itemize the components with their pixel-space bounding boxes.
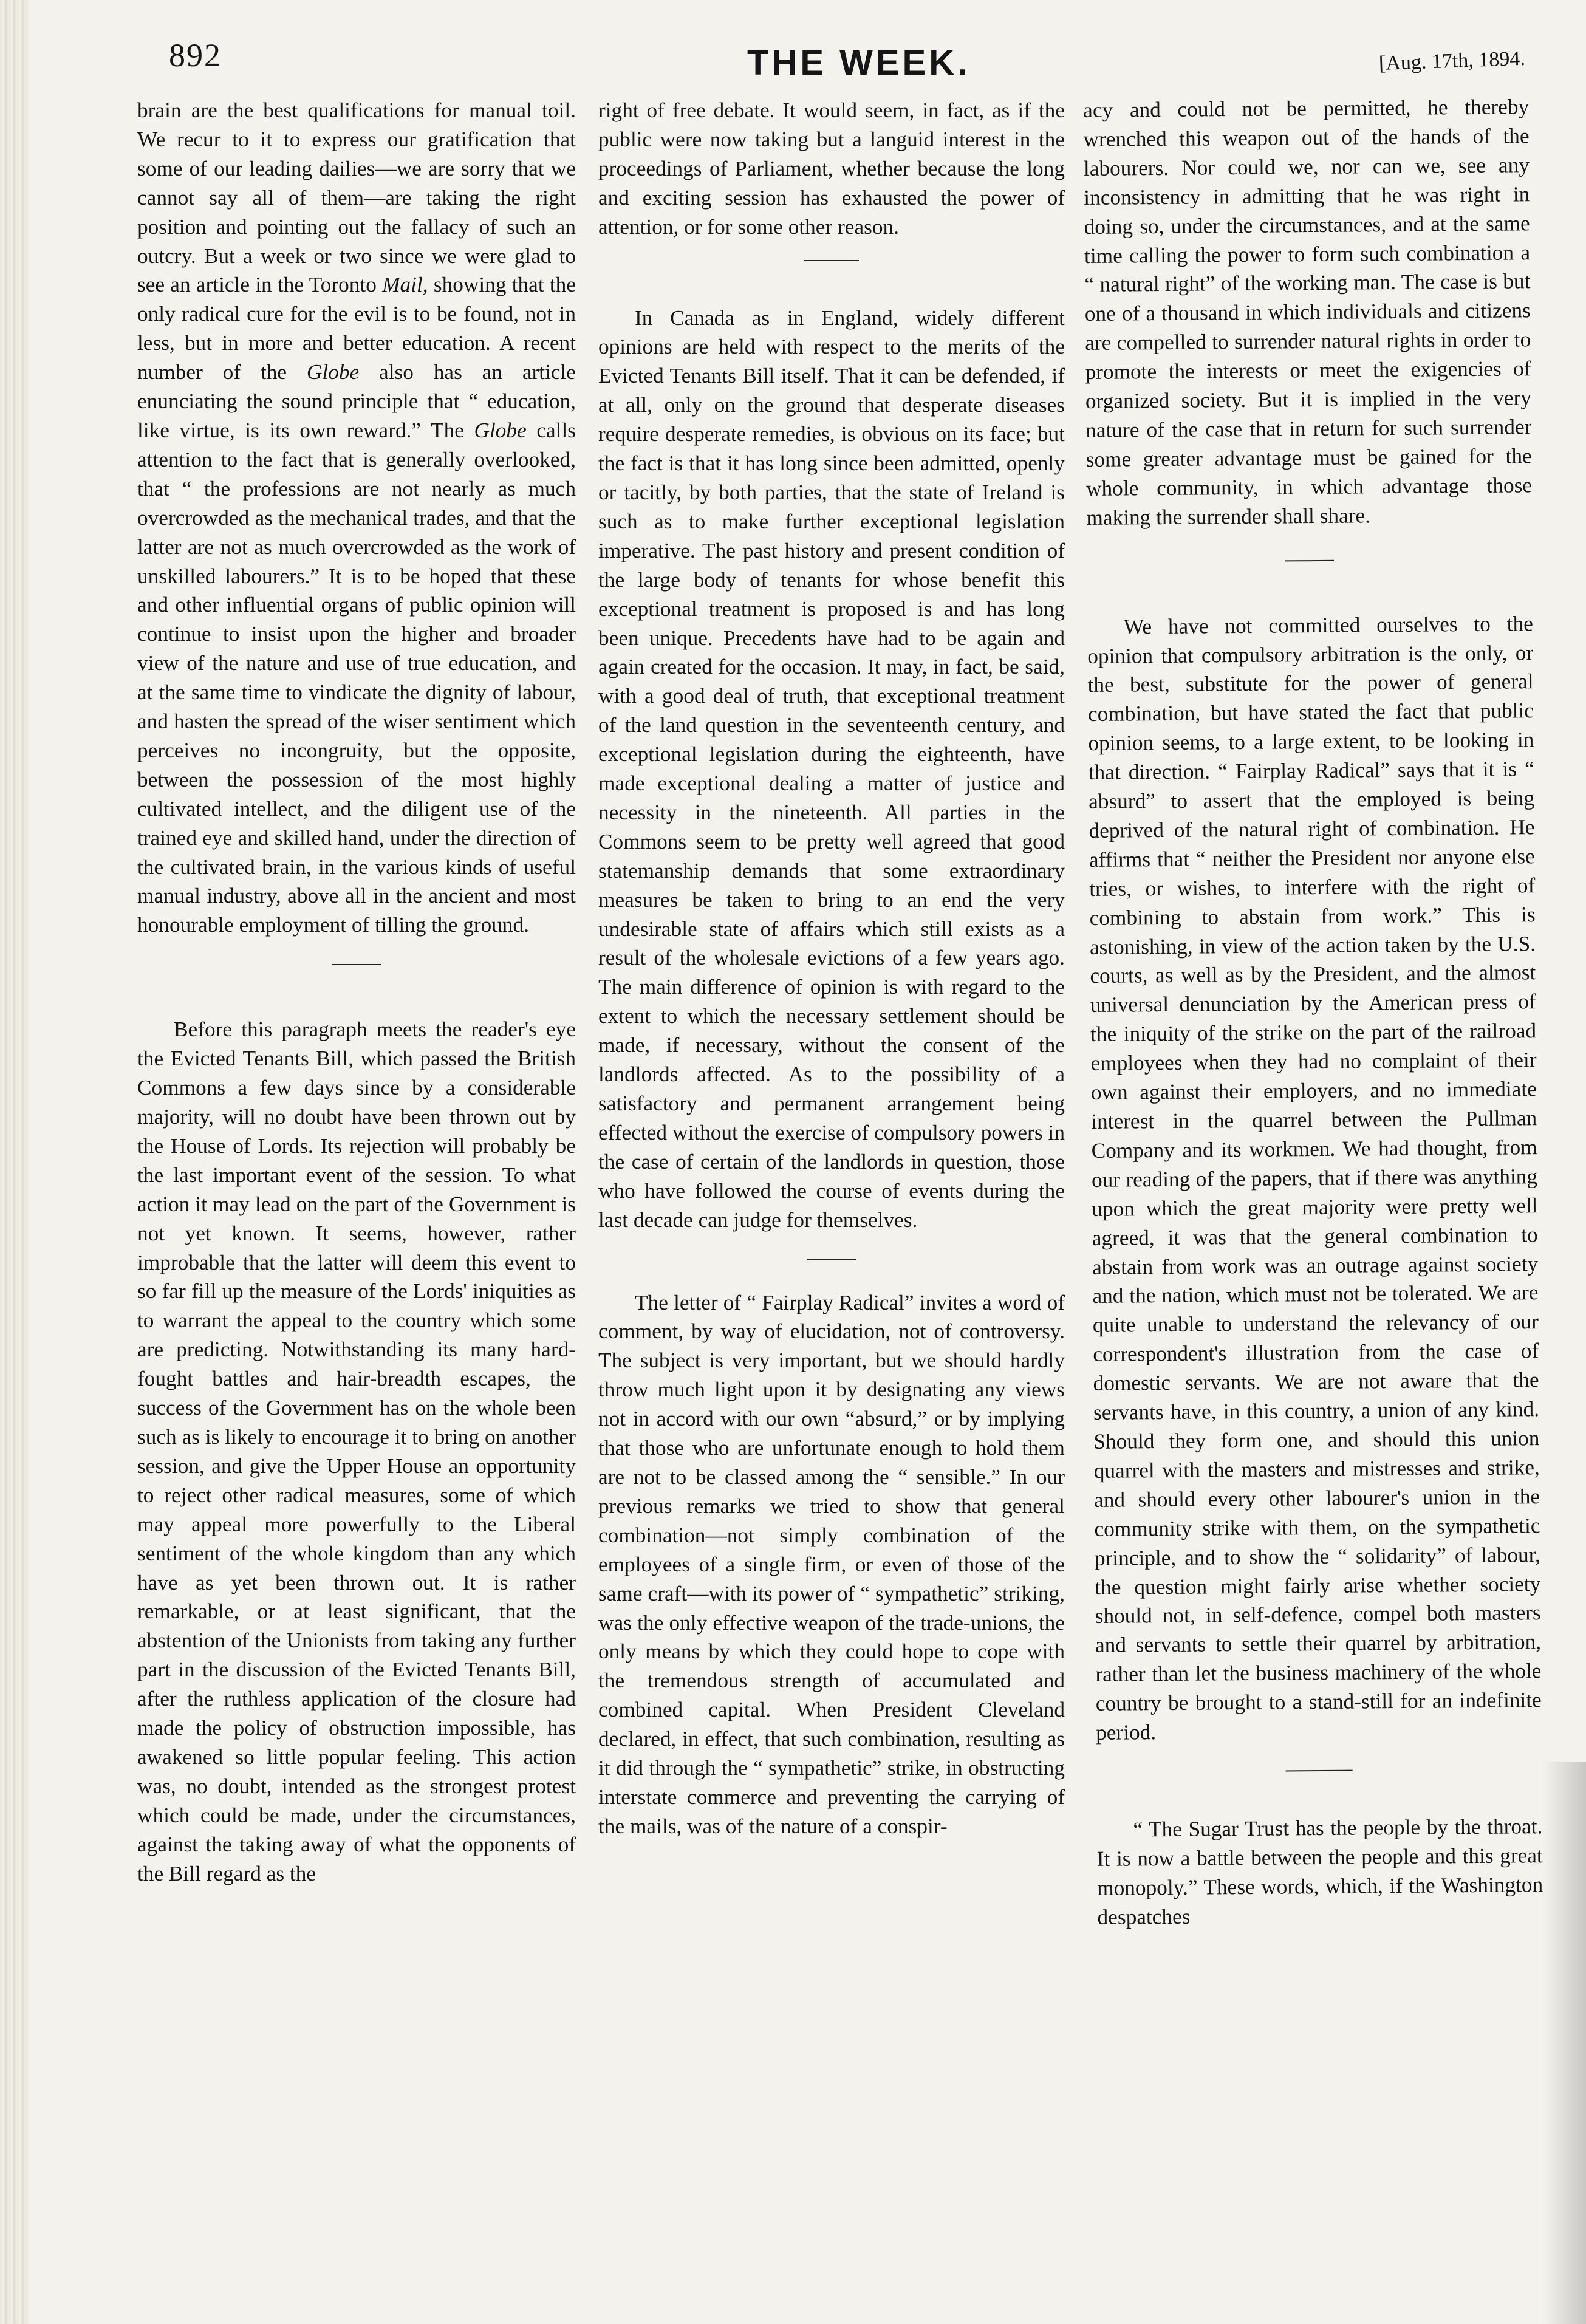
page-number: 892 <box>169 37 222 73</box>
journal-title: THE WEEK. <box>747 43 971 83</box>
section-divider <box>804 260 859 261</box>
paragraph-canada-opinions: In Canada as in England, widely different opinions are held with respect to the merits of the Evicted Tenants Bill itself. That it can be defended, if at all, only on the ground that desperate diseases require desperate remedies, is obvious on its face; but the fact is that it has long since been admitted, openly or tacitly, by both parties, that the state of Ireland is such as to make further exceptional legislation imperative. The past history and present condition of the large body of tenants for whose benefit this exceptional treatment is proposed is and has long been unique. Precedents have had to be again and again created for the occasion. It may, in fact, be said, with a good deal of truth, that exceptional treatment of the land question in the seventeenth century, and exceptional legislation during the eighteenth, have made exceptional dealing a matter of justice and necessity in the nineteenth. All parties in the Commons seem to be pretty well agreed that good statemanship demands that some extraordinary measures be taken to bring to an end the very undesirable state of affairs which still exists as a result of the wholesale evictions of a few years ago. The main difference of opinion is with regard to the extent to which the necessary settlement should be made, if necessary, without the consent of the landlords affected. As to the possibility of a satisfactory and permanent arrangement being effected without the exercise of compulsory powers in the case of certain of the landlords in question, those who have followed the course of events during the last decade can judge for themselves. <box>598 306 1065 1232</box>
column-2 <box>598 96 1065 2307</box>
binding-edge <box>0 0 29 2324</box>
column-3 <box>1083 92 1547 2307</box>
section-divider <box>1285 559 1334 561</box>
paragraph-fairplay-radical: The letter of “ Fairplay Radical” invites a word of comment, by way of elucidation, not of controversy. The subject is very important, but we should hardly throw much light upon it by designating any views not in accord with our own “absurd,” or by implying that those who are unfortunate enough to hold them are not to be classed among the “ sensible.” In our previous remarks we tried to show that general combination—not simply combination of the employees of a single firm, or even of those of the same craft—with its power of “ sympathetic” striking, was the only effective weapon of the trade-unions, the only means by which they could hope to cope with the tremendous strength of accumulated and combined capital. When President Cleveland declared, in effect, that such combination, resulting as it did through the “ sympathetic” strike, in obstructing interstate commerce and preventing the carrying of the mails, was of the nature of a conspir- <box>598 1290 1065 1838</box>
paragraph-conspiracy: acy and could not be permitted, he thereby wrenched this weapon out of the hands of the labourers. Nor could we, nor can we, see any inconsistency in admitting that he was right in doing so, under the circumstances, and at the same time calling the power to form such combination a “ natural right” of the working man. The case is but one of a thousand in which individuals and citizens are compelled to surrender natural rights in order to promote the interests or meet the exigencies of organized society. But it is implied in the very nature of the case that in return for such surrender some greater advantage must be gained for the whole community, in which advantage those making the surrender shall share. <box>1083 95 1533 530</box>
paragraph-compulsory-arbitration: We have not committed ourselves to the opinion that compulsory arbitration is the only, or the best, substitute for the power of general combination, but have stated the fact that public opinion seems, to a large extent, to be looking in that direction. “ Fairplay Radical” says that it is “ absurd” to assert that the employed is being deprived of the natural right of combination. He affirms that “ neither the President nor anyone else tries, or wishes, to interfere with the right of combining to abstain from work.” This is astonishing, in view of the action taken by the U.S. courts, as well as by the President, and the almost universal denunciation by the American press of the iniquity of the strike on the part of the railroad employees when they had no complaint of their own against their employers, and no immediate interest in the quarrel between the Pullman Company and its workmen. We had thought, from our reading of the papers, that if there was anything upon which the great majority were pretty well agreed, it was that the general combination to abstain from work was an outrage against society and the nation, which must not be tolerated. We are quite unable to understand the relevancy of our correspondent's illustration from the case of domestic servants. We are not aware that the servants have, in this country, a union of any kind. Should they form one, and should this union quarrel with the masters and mistresses and strike, and should every other labourer's union in the community strike with them, on the sympathetic principle, and to show the “ solidarity” of labour, the question might fairly arise whether society should not, in self-defence, compel both masters and servants to settle their quarrel by arbitration, rather than let the business machinery of the whole country be brought to a stand-still for an indefinite period. <box>1087 611 1542 1745</box>
paragraph-evicted-tenants-bill: Before this paragraph meets the reader's eye the Evicted Tenants Bill, which passed the British Commons a few days since by a considerable majority, will no doubt have been thrown out by the House of Lords. Its rejection will probably be the last important event of the session. To what action it may lead on the part of the Government is not yet known. It seems, however, rather improbable that the latter will deem this event to so far fill up the measure of the Lords' iniquities as to warrant the appeal to the country which some are predicting. Notwithstanding its many hard-fought battles and hair-breadth escapes, the success of the Government has on the whole been such as is likely to encourage it to bring on another session, and give the Upper House an opportunity to reject other radical measures, some of which may appeal more powerfully to the Liberal sentiment of the whole kingdom than any which have as yet been thrown out. It is rather remarkable, or at least significant, that the abstention of the Unionists from taking any further part in the discussion of the Evicted Tenants Bill, after the ruthless application of the closure had made the policy of obstruction impossible, has awakened so little popular feeling. This action was, no doubt, intended as the strongest protest which could be made, under the circumstances, against the taking away of what the opponents of the Bill regard as the <box>137 1017 576 1885</box>
column-1 <box>137 96 576 2307</box>
paragraph-education: brain are the best qualifications for manual toil. We recur to it to express our gratification that some of our leading dailies—we are sorry that we cannot say all of them—are taking the right position and pointing out the fallacy of such an outcry. But a week or two since we were glad to see an article in the Toronto Mail, showing that the only radical cure for the evil is to be found, not in less, but in more and better education. A recent number of the Globe also has an article enunciating the sound principle that “ education, like virtue, is its own reward.” The Globe calls attention to the fact that is generally overlooked, that “ the professions are not nearly as much overcrowded as the mechanical trades, and that the latter are not as much overcrowded as the work of unskilled labourers.” It is to be hoped that these and other influential organs of public opinion will continue to insist upon the higher and broader view of the nature and use of true education, and at the same time to vindicate the dignity of labour, and hasten the spread of the wiser sentiment which perceives no incongruity, but the opposite, between the possession of the most highly cultivated intellect, and the diligent use of the trained eye and skilled hand, under the direction of the cultivated brain, in the various kinds of useful manual industry, above all in the ancient and most honourable employment of tilling the ground. <box>137 98 576 937</box>
section-divider <box>1286 1770 1353 1772</box>
paragraph-sugar-trust: “ The Sugar Trust has the people by the throat. It is now a battle between the people and this great monopoly.” These words, which, if the Washington despatches <box>1096 1814 1543 1929</box>
paragraph-free-debate: right of free debate. It would seem, in fact, as if the public were now taking but a languid interest in the proceedings of Parliament, whether because the long and exciting session has exhausted the power of attention, or for some other reason. <box>598 98 1065 239</box>
issue-date: [Aug. 17th, 1894. <box>1378 47 1526 75</box>
section-divider <box>807 1259 856 1260</box>
section-divider <box>332 964 381 965</box>
page-edge-shadow <box>1543 1762 1586 2324</box>
page-header <box>0 32 1586 83</box>
